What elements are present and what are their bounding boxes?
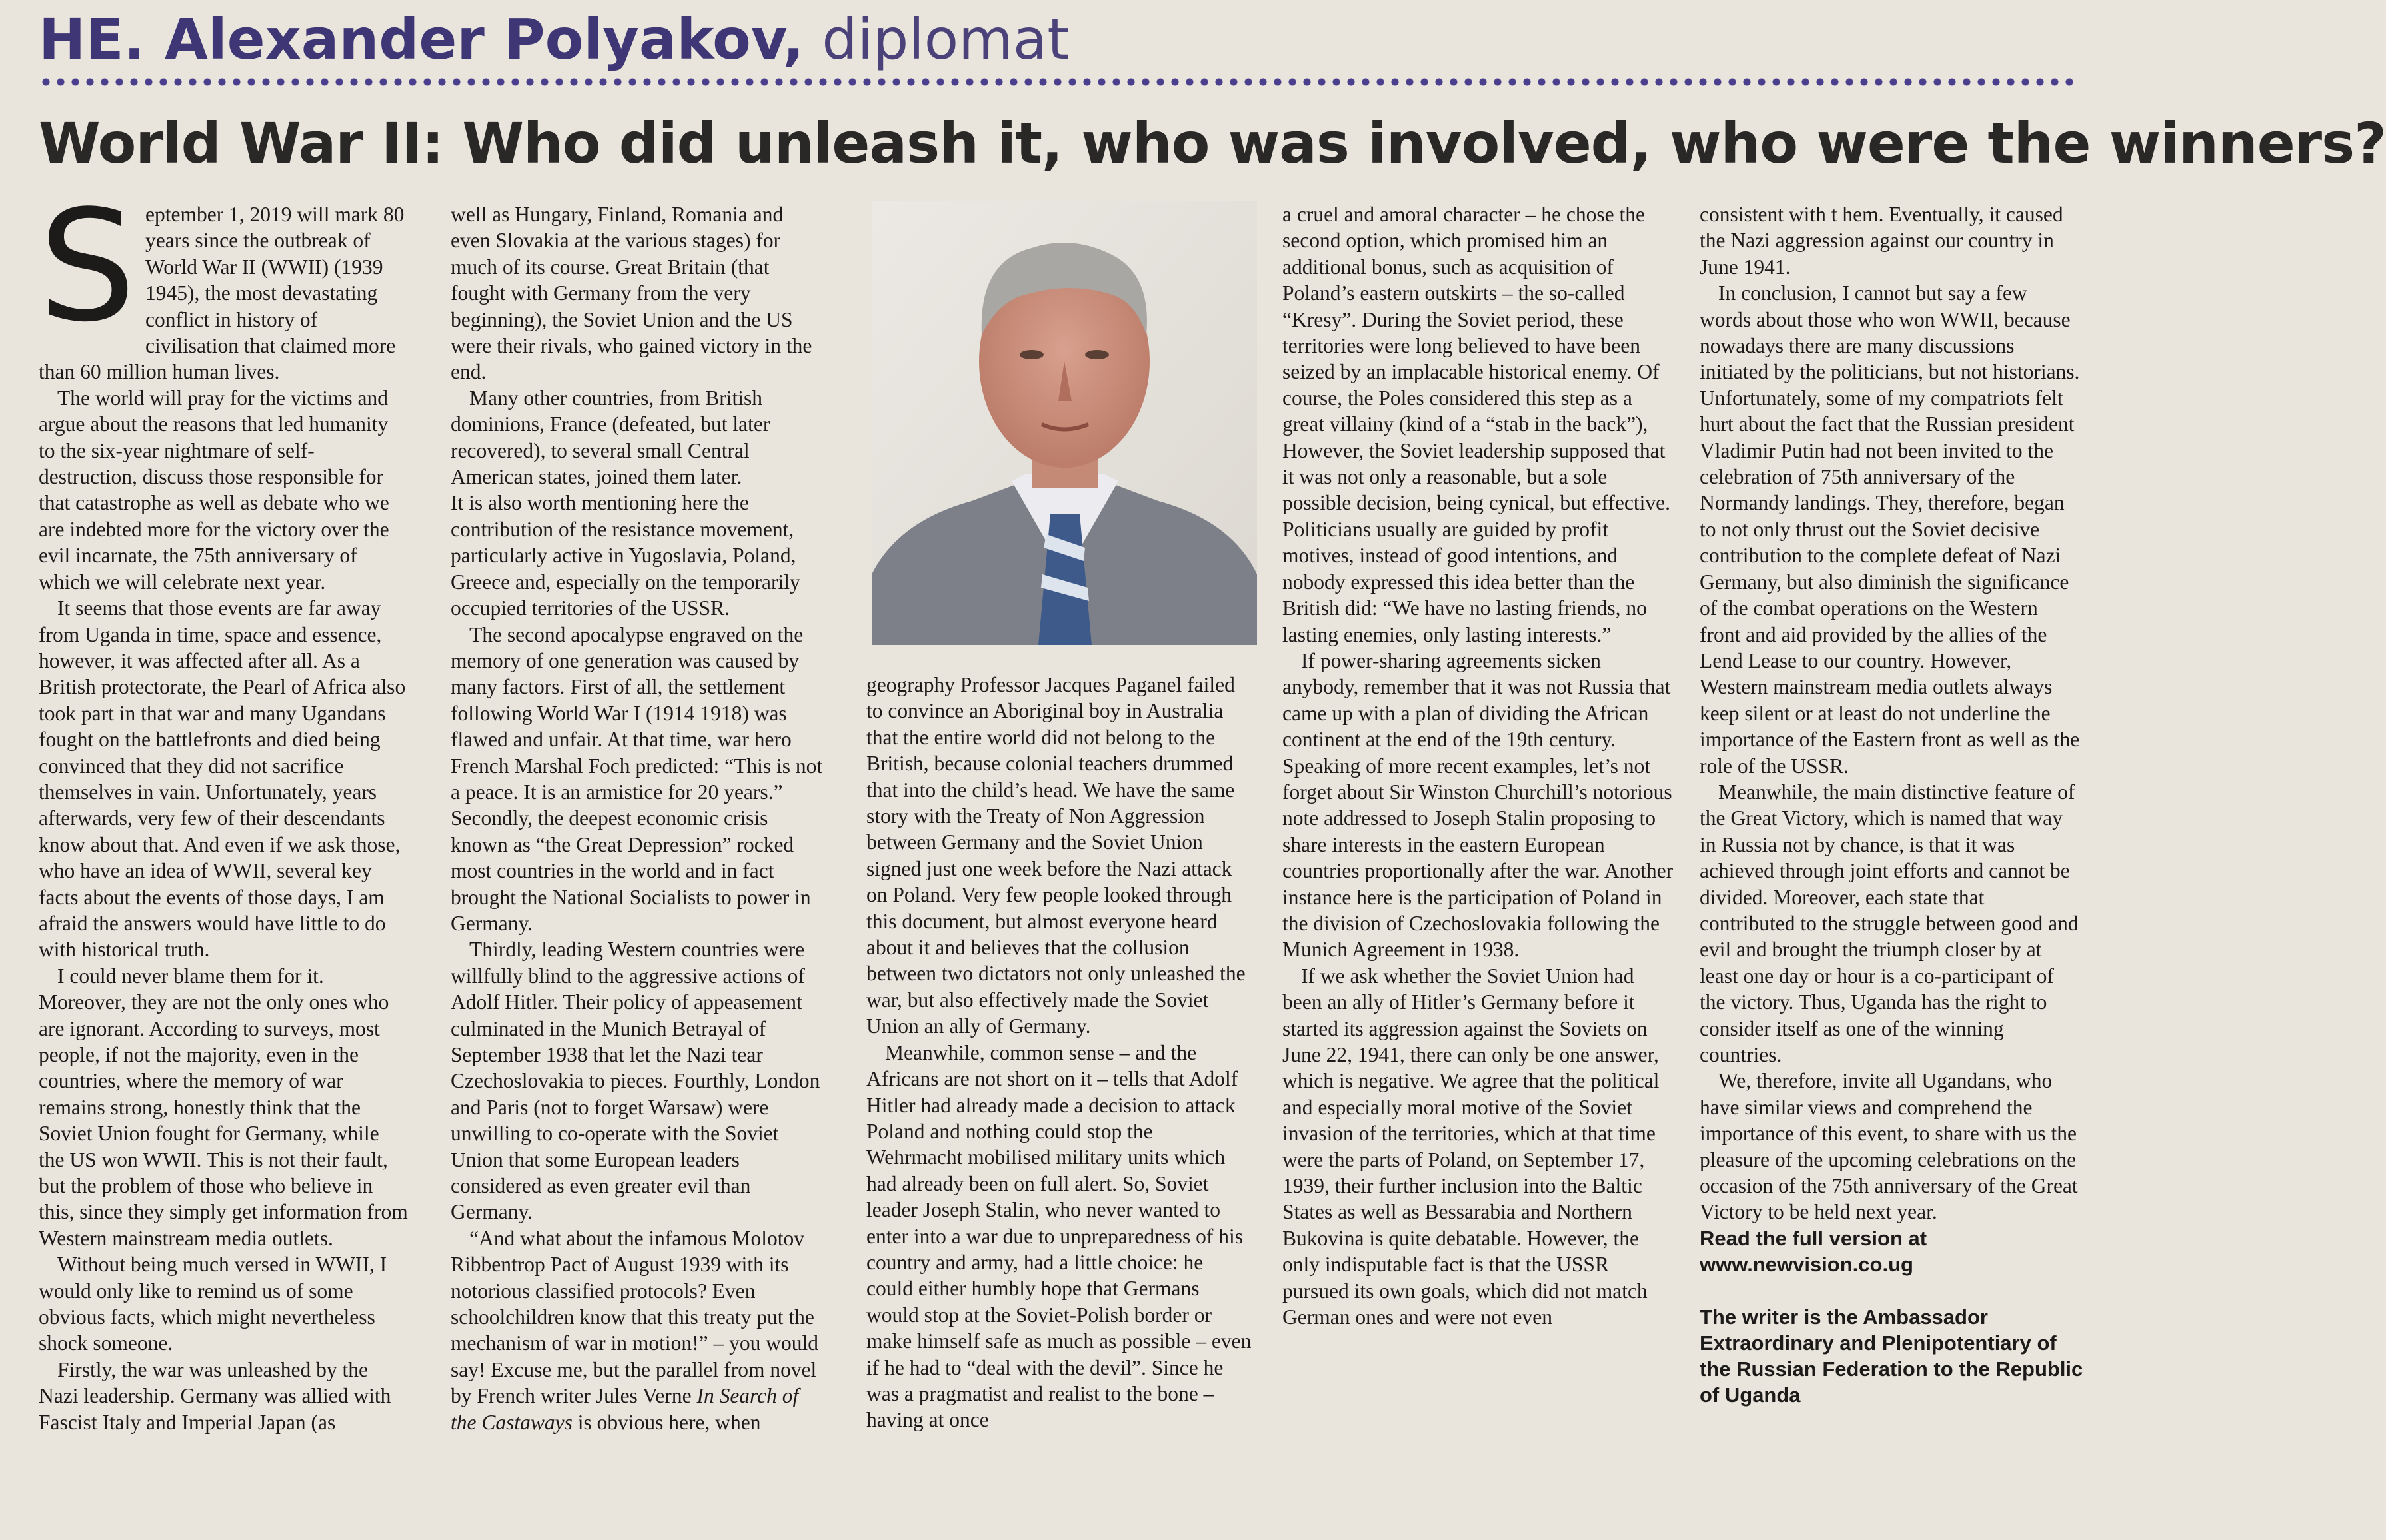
book-title: In Search of the Castaways: [451, 1384, 799, 1434]
spacer: [1700, 1277, 2083, 1304]
paragraph: geography Professor Jacques Paganel failed to convince an Aboriginal boy in Australia that the entire world did not belong to the British, because colonial teachers drummed that into the child’s head. We have the same story with the Treaty of Non Aggression between Germany and the Soviet Union signed just one week before the Nazi attack on Poland. Very few people looked through this document, but almost everyone heard about it and believes that the collusion between two dictators not only unleashed the war, but also effectively made the Soviet Union an ally of Germany.: [866, 673, 1246, 1038]
paragraph: If power-sharing agreements sicken anybody, remember that it was not Russia that came up with a plan of dividing the African continent at the end of the 19th century. Speaking of more recent examples, let’s not forget about Sir Winston Churchill’s notorious note addressed to Joseph Stalin proposing to share interests in the eastern European countries proportionally after the war. Another instance here is the participation of Poland in the division of Czechoslovakia following the Munich Agreement in 1938.: [1282, 648, 1674, 962]
paragraph: Without being much versed in WWII, I would only like to remind us of some obvious facts, which might nevertheless shock someone.: [39, 1253, 387, 1355]
drop-cap: S: [39, 178, 136, 356]
article-column-1: [39, 178, 409, 1527]
paragraph: Thirdly, leading Western countries were willfully blind to the aggressive actions of Adolf Hitler. Their policy of appeasement culminated in the Munich Betrayal of September 1938 that let the Nazi tear Czechoslovakia to pieces. Fourthly, London and Paris (not to forget Warsaw) were unwilling to co-operate with the Soviet Union that some European leaders considered as even greater evil than Germany.: [451, 938, 820, 1224]
paragraph: We, therefore, invite all Ugandans, who have similar views and comprehend the importance of this event, to share with us the pleasure of the upcoming celebrations on the occasion of the 75th anniversary of the Great Victory to be held next year.: [1700, 1069, 2078, 1224]
article-column-2: [451, 201, 828, 1527]
paragraph: [451, 1225, 828, 1435]
author-photo: [872, 201, 1257, 645]
paragraph: consistent with t hem. Eventually, it caused the Nazi aggression against our country in June 1941.: [1700, 203, 2063, 279]
author-role: diplomat: [804, 7, 1070, 72]
headline: World War II: Who did unleash it, who was involved, who were the winners?: [39, 111, 2386, 176]
paragraph: It is also worth mentioning here the contribution of the resistance movement, particularly active in Yugoslavia, Poland, Greece and, especially on the temporarily occupied territories of the USSR.: [451, 491, 800, 620]
author-name: HE. Alexander Polyakov,: [39, 7, 804, 72]
paragraph-text: “And what about the infamous Molotov Ribbentrop Pact of August 1939 with its notorious classified protocols? Even schoolchildren know that this treaty put the mechanism of war in motion!” – you would say! Excuse me, but the parallel from novel by French writer Jules Verne: [451, 1226, 819, 1408]
byline: [39, 3, 2071, 76]
dotted-rule: [39, 75, 2078, 89]
article-column-3: [866, 672, 1253, 1527]
paragraph: The world will pray for the victims and argue about the reasons that led humanity to the six-year nightmare of self-destruction, discuss those responsible for that catastrophe as well as debate who we are indebted more for the victory over the evil incarnate, the 75th anniversary of which we will celebrate next year.: [39, 386, 389, 594]
paragraph: I could never blame them for it. Moreover, they are not the only ones who are ignorant. According to surveys, most people, if not the majority, even in the countries, where the memory of war remains strong, honestly think that the Soviet Union fought for Germany, while the US won WWII. This is not their fault, but the problem of those who believe in this, since they simply get information from Western mainstream media outlets.: [39, 964, 408, 1250]
paragraph: Meanwhile, the main distinctive feature of the Great Victory, which is named that way in Russia not by chance, is that it was achieved through joint efforts and cannot be divided. Moreover, each state that contributed to the struggle between good and evil and brought the triumph closer by at least one day or hour is a co-participant of the victory. Thus, Uganda has the right to consider itself as one of the winning countries.: [1700, 780, 2079, 1066]
paragraph: Meanwhile, common sense – and the Africans are not short on it – tells that Adolf Hitler had already made a decision to attack Poland and nothing could stop the Wehrmacht mobilised military units which had already been on full alert. So, Soviet leader Joseph Stalin, who never wanted to enter into a war due to unpreparedness of his country and army, had a little choice: he could either humbly hope that Germans would stop at the Soviet-Polish border or make himself safe as much as possible – even if he had to “deal with the devil”. Since he was a pragmatist and realist to the bone – having at once: [866, 1040, 1252, 1432]
article-column-4: [1282, 201, 1674, 1527]
paragraph: In conclusion, I cannot but say a few words about those who won WWII, because nowadays there are many discussions initiated by the politicians, but not historians. Unfortunately, some of my compatriots felt hurt about the fact that the Russian president Vladimir Putin had not been invited to the celebration of 75th anniversary of the Normandy landings. They, therefore, began to not only thrust out the Soviet decisive contribution to the complete defeat of Nazi Germany, but also diminish the significance of the combat operations on the Western front and aid provided by the allies of the Lend Lease to our country. However, Western mainstream media outlets always keep silent or at least do not underline the importance of the Eastern front as well as the role of the USSR.: [1700, 281, 2080, 778]
paragraph-text: is obvious here, when: [572, 1410, 761, 1434]
read-more-link[interactable]: Read the full version at www.newvision.co.ug: [1700, 1226, 1927, 1276]
paragraph: It seems that those events are far away from Uganda in time, space and essence, however, it was affected after all. As a British protectorate, the Pearl of Africa also took part in that war and many Ugandans fought on the battlefronts and died being convinced that they did not sacrifice themselves in vain. Unfortunately, years afterwards, very few of their descendants know about that. And even if we ask those, who have an idea of WWII, several key facts about the events of those days, I am afraid the answers would have little to do with historical truth.: [39, 596, 406, 962]
paragraph: well as Hungary, Finland, Romania and even Slovakia at the various stages) for much of its course. Great Britain (that fought with Germany from the very beginning), the Soviet Union and the US were their rivals, who gained victory in the end.: [451, 203, 812, 384]
paragraph: If we ask whether the Soviet Union had been an ally of Hitler’s Germany before it started its aggression against the Soviets on June 22, 1941, there can only be one answer, which is negative. We agree that the political and especially moral motive of the Soviet invasion of the territories, which at that time were the parts of Poland, on September 17, 1939, their further inclusion into the Baltic States as well as Bessarabia and Northern Bukovina is quite debatable. However, the only indisputable fact is that the USSR pursued its own goals, which did not match German ones and were not even: [1282, 964, 1660, 1329]
portrait-image: [872, 201, 1257, 645]
paragraph: eptember 1, 2019 will mark 80 years since the outbreak of World War II (WWII) (1939 1945), the most devastating conflict in history of civilisation that claimed more than 60 million human lives.: [39, 203, 405, 384]
paragraph: Firstly, the war was unleashed by the Nazi leadership. Germany was allied with Fascist Italy and Imperial Japan (as: [39, 1357, 391, 1434]
article-column-5: [1700, 201, 2083, 1527]
paragraph: a cruel and amoral character – he chose the second option, which promised him an additional bonus, such as acquisition of Poland’s eastern outskirts – the so-called “Kresy”. During the Soviet period, these territories were long believed to have been seized by an implacable historical enemy. Of course, the Poles considered this step as a great villainy (kind of a “stab in the back”), However, the Soviet leadership supposed that it was not only a reasonable, but a sole possible decision, being cynical, but effective. Politicians usually are guided by profit motives, instead of good intentions, and nobody expressed this idea better than the British did: “We have no lasting friends, no lasting enemies, only lasting interests.”: [1282, 203, 1670, 646]
paragraph: The second apocalypse engraved on the memory of one generation was caused by many factors. First of all, the settlement following World War I (1914 1918) was flawed and unfair. At that time, war hero French Marshal Foch predicted: “This is not a peace. It is an armistice for 20 years.” Secondly, the deepest economic crisis known as “the Great Depression” rocked most countries in the world and in fact brought the National Socialists to power in Germany.: [451, 622, 823, 935]
writer-note: The writer is the Ambassador Extraordinary and Plenipotentiary of the Russian Federation to the Republic of Uganda: [1700, 1305, 2083, 1407]
paragraph: Many other countries, from British dominions, France (defeated, but later recovered), to several small Central American states, joined them later.: [451, 386, 770, 489]
